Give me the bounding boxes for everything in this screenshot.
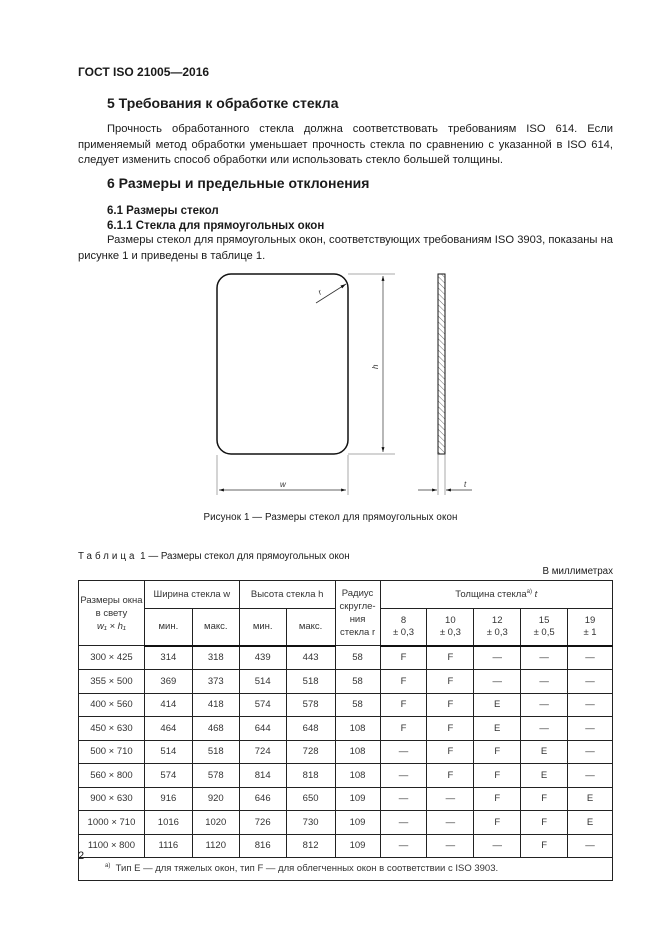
header-thickness-label: Толщина стекла: [455, 589, 527, 601]
figure-caption: Рисунок 1 — Размеры стекол для прямоугольных окон: [203, 512, 458, 523]
table-cell: 414: [144, 693, 192, 717]
footnote-text: Тип E — для тяжелых окон, тип F — для облегченных окон в соответствии с ISO 3903.: [115, 863, 499, 875]
table-cell: 578: [192, 764, 239, 788]
table-cell: 450 × 630: [79, 717, 145, 741]
table-cell: E: [474, 693, 521, 717]
table-cell: 108: [335, 764, 380, 788]
table-cell: 108: [335, 740, 380, 764]
table-cell: —: [380, 811, 427, 835]
footnote-mark: a): [105, 863, 111, 870]
table-cell: 646: [239, 787, 286, 811]
header-height: Высота стекла h: [239, 581, 335, 609]
glass-outline: [217, 274, 348, 454]
table-cell: —: [568, 764, 613, 788]
header-height-min: мин.: [239, 609, 286, 646]
table-cell: —: [568, 693, 613, 717]
table-row: [79, 764, 613, 788]
thickness-value: 12: [491, 614, 503, 626]
thickness-tolerance: ± 0,5: [533, 626, 555, 638]
figure-glass-dimensions: [200, 265, 500, 505]
glass-profile: [438, 274, 445, 454]
table-cell: 418: [192, 693, 239, 717]
table-cell: 400 × 560: [79, 693, 145, 717]
table-cell: 468: [192, 717, 239, 741]
table-cell: 109: [335, 811, 380, 835]
table-cell: 920: [192, 787, 239, 811]
header-thickness-note: a): [526, 588, 532, 595]
table-cell: F: [380, 646, 427, 670]
header-thickness-12: [474, 609, 521, 646]
table-cell: —: [427, 787, 474, 811]
table-cell: —: [427, 811, 474, 835]
thickness-label: t: [464, 480, 467, 489]
height-label: h: [371, 364, 380, 369]
table-cell: 1020: [192, 811, 239, 835]
section-6-1-title: 6.1 Размеры стекол: [107, 205, 219, 217]
table-cell: 650: [286, 787, 335, 811]
table-cell: 518: [192, 740, 239, 764]
table-cell: —: [427, 834, 474, 858]
table-footnote: [79, 858, 613, 881]
table-cell: —: [568, 740, 613, 764]
header-width-min: мин.: [144, 609, 192, 646]
table-cell: 1116: [144, 834, 192, 858]
table-cell: 560 × 800: [79, 764, 145, 788]
table-cell: —: [568, 670, 613, 694]
table-cell: F: [427, 670, 474, 694]
table-cell: 314: [144, 646, 192, 670]
table-cell: 818: [286, 764, 335, 788]
table-cell: E: [568, 811, 613, 835]
table-cell: —: [568, 717, 613, 741]
table-cell: 730: [286, 811, 335, 835]
section-6-paragraph: Размеры стекол для прямоугольных окон, соответствующих требованиям ISO 3903, показаны на рисунке 1 и приведены в таблице 1.: [78, 234, 613, 262]
table-cell: F: [380, 717, 427, 741]
table-cell: 58: [335, 693, 380, 717]
table-cell: 644: [239, 717, 286, 741]
table-cell: —: [474, 834, 521, 858]
thickness-tolerance: ± 0,3: [486, 626, 508, 638]
table-cell: 574: [144, 764, 192, 788]
table-cell: E: [521, 740, 568, 764]
table-cell: 355 × 500: [79, 670, 145, 694]
table-footnote-row: [79, 858, 613, 881]
table-row: [79, 811, 613, 835]
table-cell: 58: [335, 670, 380, 694]
table-cell: —: [521, 693, 568, 717]
table-cell: E: [474, 717, 521, 741]
table-row: [79, 787, 613, 811]
header-width: Ширина стекла w: [144, 581, 239, 609]
table-cell: —: [380, 787, 427, 811]
table-cell: 464: [144, 717, 192, 741]
table-cell: 514: [239, 670, 286, 694]
table-cell: F: [521, 811, 568, 835]
thickness-tolerance: ± 0,3: [392, 626, 414, 638]
thickness-tolerance: ± 0,3: [439, 626, 461, 638]
table-cell: —: [380, 740, 427, 764]
table-cell: 514: [144, 740, 192, 764]
table-cell: 816: [239, 834, 286, 858]
table-cell: —: [380, 834, 427, 858]
table-title-prefix: Таблица: [78, 551, 138, 562]
table-cell: 58: [335, 646, 380, 670]
table-cell: F: [474, 811, 521, 835]
table-cell: F: [427, 764, 474, 788]
table-cell: 578: [286, 693, 335, 717]
table-cell: 1016: [144, 811, 192, 835]
table-title: [78, 551, 350, 562]
table-cell: —: [521, 670, 568, 694]
table-cell: F: [427, 646, 474, 670]
table-cell: 916: [144, 787, 192, 811]
table-cell: 300 × 425: [79, 646, 145, 670]
thickness-value: 15: [538, 614, 550, 626]
table-cell: 369: [144, 670, 192, 694]
table-cell: F: [380, 670, 427, 694]
table-cell: 443: [286, 646, 335, 670]
table-row: [79, 693, 613, 717]
radius-label: r: [316, 287, 324, 297]
table-cell: F: [521, 834, 568, 858]
header-radius: Радиус скругле-ния стекла r: [335, 581, 380, 646]
section-5-title: 5 Требования к обработке стекла: [107, 95, 339, 111]
table-cell: 108: [335, 717, 380, 741]
header-thickness-symbol: t: [531, 589, 538, 601]
header-size: [79, 581, 145, 646]
table-cell: —: [474, 646, 521, 670]
table-cell: F: [380, 693, 427, 717]
header-size-label: Размеры окна в свету: [80, 594, 143, 619]
table-cell: 726: [239, 811, 286, 835]
table-cell: F: [521, 787, 568, 811]
table-cell: —: [521, 646, 568, 670]
table-cell: —: [380, 764, 427, 788]
table-cell: 518: [286, 670, 335, 694]
table-cell: 439: [239, 646, 286, 670]
section-6-title: 6 Размеры и предельные отклонения: [107, 175, 370, 191]
header-thickness-10: [427, 609, 474, 646]
header-thickness-8: [380, 609, 427, 646]
page-number: 2: [78, 850, 85, 862]
header-thickness-19: [568, 609, 613, 646]
table-cell: 724: [239, 740, 286, 764]
width-label: w: [280, 480, 286, 489]
header-width-max: макс.: [192, 609, 239, 646]
dimensions-table: [78, 580, 613, 881]
table-cell: 318: [192, 646, 239, 670]
table-body: [79, 646, 613, 858]
table-cell: 109: [335, 834, 380, 858]
table-cell: 900 × 630: [79, 787, 145, 811]
table-row: [79, 646, 613, 670]
table-cell: F: [427, 693, 474, 717]
table-cell: 812: [286, 834, 335, 858]
table-cell: 1100 × 800: [79, 834, 145, 858]
header-thickness: [380, 581, 612, 609]
table-cell: 109: [335, 787, 380, 811]
header-height-max: макс.: [286, 609, 335, 646]
table-units: В миллиметрах: [542, 566, 613, 577]
table-cell: F: [427, 717, 474, 741]
table-cell: —: [568, 834, 613, 858]
table-row: [79, 740, 613, 764]
header-size-symbol: w₁ × h₁: [96, 620, 126, 632]
section-5-paragraph: Прочность обработанного стекла должна соответствовать требованиям ISO 614. Если применяемый метод обработки уменьшает прочность стекла по сравнению с указанной в ISO 614, следует изменить способ обработки или использовать стекло большей толщины.: [78, 123, 613, 166]
table-cell: F: [474, 764, 521, 788]
table-cell: F: [474, 740, 521, 764]
table-cell: 574: [239, 693, 286, 717]
table-cell: 500 × 710: [79, 740, 145, 764]
table-cell: 814: [239, 764, 286, 788]
section-6-1-1-title: 6.1.1 Стекла для прямоугольных окон: [107, 220, 325, 232]
table-cell: 373: [192, 670, 239, 694]
thickness-value: 19: [584, 614, 596, 626]
header-thickness-15: [521, 609, 568, 646]
thickness-value: 10: [445, 614, 456, 626]
table-cell: 1000 × 710: [79, 811, 145, 835]
thickness-value: 8: [400, 614, 407, 626]
table-row: [79, 670, 613, 694]
table-title-rest: 1 — Размеры стекол для прямоугольных окон: [137, 551, 350, 562]
table-cell: 728: [286, 740, 335, 764]
table-row: [79, 834, 613, 858]
table-cell: —: [568, 646, 613, 670]
table-cell: 648: [286, 717, 335, 741]
table-cell: —: [474, 670, 521, 694]
table-cell: —: [521, 717, 568, 741]
table-row: [79, 717, 613, 741]
table-cell: E: [521, 764, 568, 788]
table-cell: 1120: [192, 834, 239, 858]
thickness-tolerance: ± 1: [583, 626, 597, 638]
table-cell: E: [568, 787, 613, 811]
document-code: ГОСТ ISO 21005—2016: [78, 65, 210, 79]
table-cell: F: [427, 740, 474, 764]
table-cell: F: [474, 787, 521, 811]
